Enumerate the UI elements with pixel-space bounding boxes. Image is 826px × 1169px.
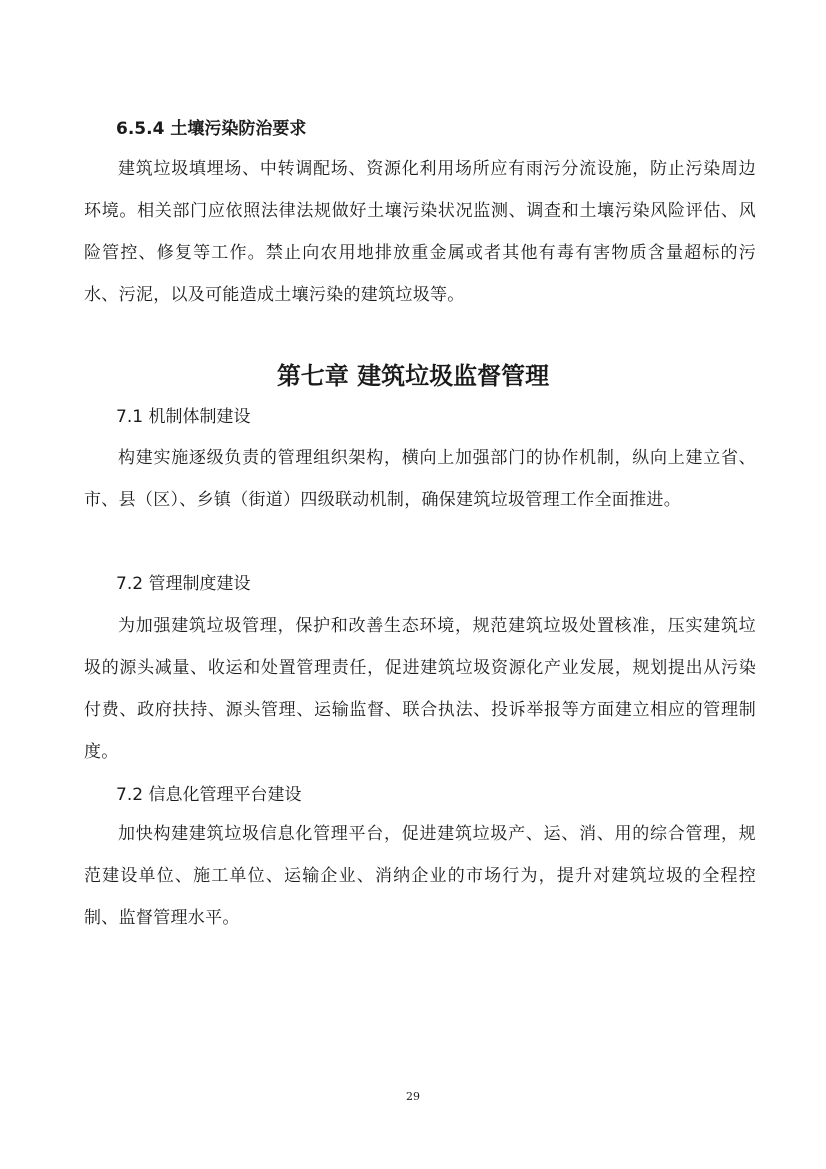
section-heading-7-1: 7.1 机制体制建设: [116, 407, 251, 427]
chapter-title: 第七章 建筑垃圾监督管理: [276, 362, 550, 390]
section-7-2-management-system-body: [84, 605, 756, 773]
section-6-5-4-body: [84, 148, 756, 316]
section-heading-7-2-information-platform: 7.2 信息化管理平台建设: [116, 785, 302, 805]
paragraph: 为加强建筑垃圾管理，保护和改善生态环境，规范建筑垃圾处置核准，压实建筑垃圾的源头减量、收运和处置管理责任，促进建筑垃圾资源化产业发展，规划提出从污染付费、政府扶持、源头管理、运输监督、联合执法、投诉举报等方面建立相应的管理制度。: [84, 616, 756, 762]
section-7-1-body: [84, 437, 756, 521]
page-number: 29: [406, 1090, 420, 1103]
section-heading-6-5-4: 6.5.4 土壤污染防治要求: [116, 119, 307, 139]
paragraph: 构建实施逐级负责的管理组织架构，横向上加强部门的协作机制，纵向上建立省、市、县（区）、乡镇（街道）四级联动机制，确保建筑垃圾管理工作全面推进。: [84, 448, 756, 510]
paragraph: 建筑垃圾填埋场、中转调配场、资源化利用场所应有雨污分流设施，防止污染周边环境。相关部门应依照法律法规做好土壤污染状况监测、调查和土壤污染风险评估、风险管控、修复等工作。禁止向农用地排放重金属或者其他有毒有害物质含量超标的污水、污泥，以及可能造成土壤污染的建筑垃圾等。: [84, 159, 756, 305]
section-7-2-information-platform-body: [84, 813, 756, 939]
section-heading-7-2-management-system: 7.2 管理制度建设: [116, 574, 251, 594]
paragraph: 加快构建建筑垃圾信息化管理平台，促进建筑垃圾产、运、消、用的综合管理，规范建设单位、施工单位、运输企业、消纳企业的市场行为，提升对建筑垃圾的全程控制、监督管理水平。: [84, 824, 756, 928]
